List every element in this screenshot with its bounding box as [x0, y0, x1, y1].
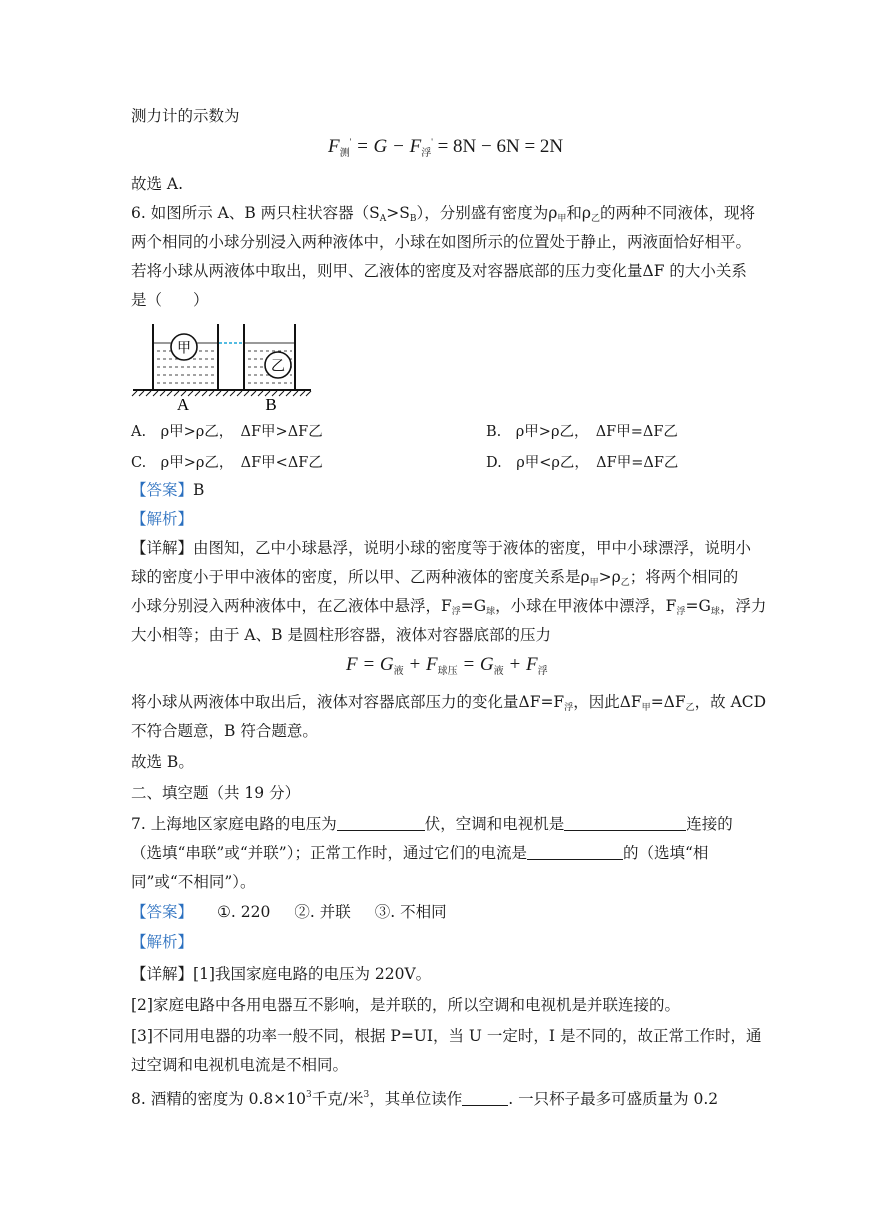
detail-7-line: [2]家庭电路中各用电器互不影响，是并联的，所以空调和电视机是并联连接的。 [131, 996, 680, 1014]
analysis-label: 【解析】 [131, 510, 194, 528]
text-line: 故选 A. [131, 175, 184, 193]
answer-label: 【答案】 [131, 481, 194, 499]
question-7-line: 同”或“不相同”）。 [131, 873, 256, 891]
question-6-line: 6. 如图所示 A、B 两只柱状容器（SA>SB），分别盛有密度为ρ甲和ρ乙的两种不同液体，现将 [131, 204, 756, 224]
detail-7-line: 过空调和电视机电流是不相同。 [131, 1056, 349, 1074]
text-line: 测力计的示数为 [131, 107, 240, 125]
detail-6-line: 不符合题意，B 符合题意。 [131, 722, 318, 740]
formula-scale-reading: $F_测' = G - F_浮' = 8N - 6N = 2N$ [328, 136, 564, 159]
blank[interactable] [337, 814, 425, 831]
question-6-line: 两个相同的小球分别浸入两种液体中，小球在如图所示的位置处于静止，两液面恰好相平。 [131, 233, 752, 251]
blank[interactable] [564, 814, 686, 831]
option-a: A. ρ甲>ρ乙， ΔF甲>ΔF乙 [131, 424, 323, 440]
detail-7-line: [3]不同用电器的功率一般不同，根据 P=UI，当 U 一定时，I 是不同的，故正常工作时，通 [131, 1027, 762, 1045]
container-b-label: B [265, 395, 277, 412]
question-6-line: 是（ ） [131, 291, 209, 309]
detail-6-line: 大小相等；由于 A、B 是圆柱形容器，液体对容器底部的压力 [131, 626, 551, 644]
ball-yi-label: 乙 [271, 359, 285, 375]
answer-7: 【答案】 ①. 220 ②. 并联 ③. 不相同 [131, 903, 447, 921]
detail-label: 【详解】 [131, 965, 194, 983]
formula-pressure: $F = G_液 + F_{球压} = G_液 + F_浮$ [346, 654, 548, 677]
analysis-label: 【解析】 [131, 933, 194, 951]
option-b: B. ρ甲>ρ乙， ΔF甲=ΔF乙 [486, 424, 678, 440]
option-d: D. ρ甲<ρ乙， ΔF甲=ΔF乙 [486, 455, 679, 471]
ball-jia-label: 甲 [177, 341, 191, 357]
section-heading: 二、填空题（共 19 分） [131, 784, 301, 802]
ball-jia [171, 334, 197, 360]
ground-hatch [132, 391, 311, 396]
question-8-line: 8. 酒精的密度为 $0.8\times 10^3$千克/米$^3$，其单位读作 . 一只杯子最多可盛质量为 0.2 [131, 1090, 719, 1108]
blank[interactable] [527, 843, 623, 860]
option-c: C. ρ甲>ρ乙， ΔF甲<ΔF乙 [131, 455, 323, 471]
detail-label: 【详解】 [131, 539, 194, 557]
answer-6: 【答案】B [131, 481, 205, 499]
detail-7-line: 【详解】[1]我国家庭电路的电压为 220V。 [131, 965, 432, 983]
answer-label: 【答案】 [131, 903, 194, 921]
question-7-line: 7. 上海地区家庭电路的电压为 伏，空调和电视机是 连接的 [131, 815, 733, 833]
container-a-label: A [176, 395, 190, 412]
question-6-line: 若将小球从两液体中取出，则甲、乙液体的密度及对容器底部的压力变化量ΔF 的大小关系 [131, 262, 747, 280]
container-figure [131, 318, 321, 412]
blank[interactable] [462, 1089, 508, 1106]
detail-6-line: 球的密度小于甲中液体的密度，所以甲、乙两种液体的密度关系是ρ甲>ρ乙；将两个相同的 [131, 568, 739, 588]
detail-6-line: 故选 B。 [131, 753, 194, 771]
detail-6-line: 【详解】由图知，乙中小球悬浮，说明小球的密度等于液体的密度，甲中小球漂浮，说明小 [131, 539, 752, 557]
question-7-line: （选填“串联”或“并联”）；正常工作时，通过它们的电流是 的（选填“相 [131, 844, 709, 862]
ball-yi [265, 352, 291, 378]
detail-6-line: 小球分别浸入两种液体中，在乙液体中悬浮，F浮=G球，小球在甲液体中漂浮，F浮=G球，浮力 [131, 597, 767, 617]
detail-6-line: 将小球从两液体中取出后，液体对容器底部压力的变化量ΔF=F浮，因此ΔF甲=ΔF乙，故 ACD [131, 693, 767, 713]
